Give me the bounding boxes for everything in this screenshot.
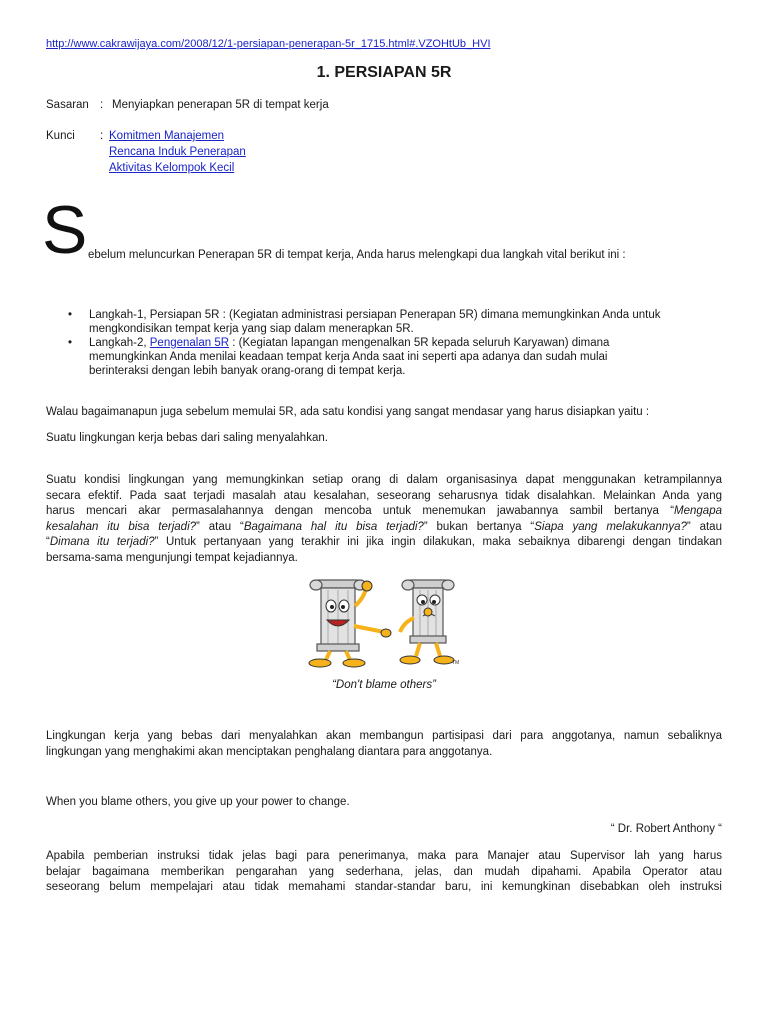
list-item bbox=[46, 336, 714, 378]
intro-text: ebelum meluncurkan Penerapan 5R di tempat kerja, Anda harus melengkapi dua langkah vital berikut ini : bbox=[88, 249, 626, 261]
sasaran-row bbox=[46, 99, 329, 111]
kunci-block bbox=[46, 128, 246, 176]
lingkungan-line: lingkungan yang menghakimi akan menciptakan penghalang diantara para anggotanya. bbox=[46, 745, 493, 758]
quote-author: “ Dr. Robert Anthony “ bbox=[610, 823, 722, 835]
quote-text: When you blame others, you give up your power to change. bbox=[46, 796, 350, 808]
trademark-mark: TM bbox=[452, 660, 460, 666]
kondisi-line: Suatu kondisi lingkungan yang memungkinkan setiap orang di dalam organisasinya dapat menggunakan ketrampilannya bbox=[46, 474, 722, 486]
kondisi-line: harus mencari akar permasalahannya dengan mencoba untuk menemukan jawabannya sambil bertanya “Mengapa bbox=[46, 505, 722, 517]
kunci-link-rencana[interactable]: Rencana Induk Penerapan bbox=[109, 146, 246, 158]
right-pillar-character bbox=[400, 580, 459, 666]
steps-list bbox=[46, 308, 714, 378]
bullet-icon: • bbox=[68, 309, 73, 321]
pengenalan-5r-link[interactable]: Pengenalan 5R bbox=[149, 337, 230, 349]
dont-blame-illustration bbox=[296, 576, 466, 672]
para-suatu-heading: Suatu lingkungan kerja bebas dari saling menyalahkan. bbox=[46, 432, 328, 444]
sasaran-label: Sasaran bbox=[46, 99, 89, 111]
step1-line1: Langkah-1, Persiapan 5R : (Kegiatan administrasi persiapan Penerapan 5R) dimana memungkinkan Anda untuk bbox=[89, 309, 661, 321]
kunci-link-aktivitas[interactable]: Aktivitas Kelompok Kecil bbox=[109, 162, 235, 174]
image-caption: “Don't blame others” bbox=[332, 679, 436, 691]
apabila-line: belajar bagaimana memberikan pengarahan yang sederhana, jelas, dan mudah dipahami. Apabila Operator atau bbox=[46, 865, 722, 878]
step2-prefix: Langkah-2, bbox=[89, 337, 150, 349]
page-title: 1. PERSIAPAN 5R bbox=[316, 64, 452, 81]
list-item bbox=[46, 308, 714, 336]
step2-line3: berinteraksi dengan lebih banyak orang-orang di tempat kerja. bbox=[89, 365, 406, 377]
kondisi-line: kesalahan itu bisa terjadi?” atau “Bagaimana hal itu bisa terjadi?” bukan bertanya “Siapa yang melakukannya?” atau bbox=[46, 520, 722, 533]
apabila-line: Apabila pemberian instruksi tidak jelas bagi para penerimanya, maka para Manajer atau Supervisor lah yang harus bbox=[46, 850, 722, 862]
kunci-label: Kunci bbox=[46, 130, 75, 142]
kondisi-line: “Dimana itu terjadi?” Untuk pertanyaan yang terakhir ini jika ingin dilakukan, maka sebaiknya dibarengi dengan tindakan bbox=[46, 536, 722, 548]
kondisi-line: secara efektif. Pada saat terjadi masalah atau kesalahan, seseorang seharusnya tidak disalahkan. Melainkan Anda yang bbox=[46, 489, 722, 502]
drop-cap: S bbox=[42, 192, 88, 268]
kunci-link-komitmen[interactable]: Komitmen Manajemen bbox=[109, 130, 225, 142]
sasaran-colon: : bbox=[100, 99, 104, 111]
para-apabila bbox=[46, 849, 722, 896]
kunci-colon: : bbox=[100, 130, 104, 142]
apabila-line: seseorang belum mempelajari atau tidak memahami standar-standar baru, ini kemungkinan disebabkan oleh instruksi bbox=[46, 881, 722, 893]
left-pillar-character bbox=[309, 580, 391, 667]
para-lingkungan bbox=[46, 729, 722, 760]
source-url-link[interactable]: http://www.cakrawijaya.com/2008/12/1-persiapan-penerapan-5r_1715.html#.VZOHtUb_HVI bbox=[46, 38, 491, 50]
kondisi-line: bersama-sama mengunjungi tempat kejadiannya. bbox=[46, 551, 298, 564]
bullet-icon: • bbox=[68, 337, 73, 349]
sasaran-text: Menyiapkan penerapan 5R di tempat kerja bbox=[112, 99, 329, 111]
lingkungan-line: Lingkungan kerja yang bebas dari menyalahkan akan membangun partisipasi dari para anggotanya, namun sebaliknya bbox=[46, 730, 722, 742]
step2-line2: memungkinkan Anda menilai keadaan tempat kerja Anda saat ini seperti apa adanya dan sudah mulai bbox=[89, 351, 608, 363]
step1-line2: mengkondisikan tempat kerja yang siap dalam menerapkan 5R. bbox=[89, 323, 414, 335]
para-walau: Walau bagaimanapun juga sebelum memulai 5R, ada satu kondisi yang sangat mendasar yang harus disiapkan yaitu : bbox=[46, 406, 650, 418]
para-kondisi bbox=[46, 473, 722, 566]
step2-line1-rest: : (Kegiatan lapangan mengenalkan 5R kepada seluruh Karyawan) dimana bbox=[229, 337, 610, 349]
